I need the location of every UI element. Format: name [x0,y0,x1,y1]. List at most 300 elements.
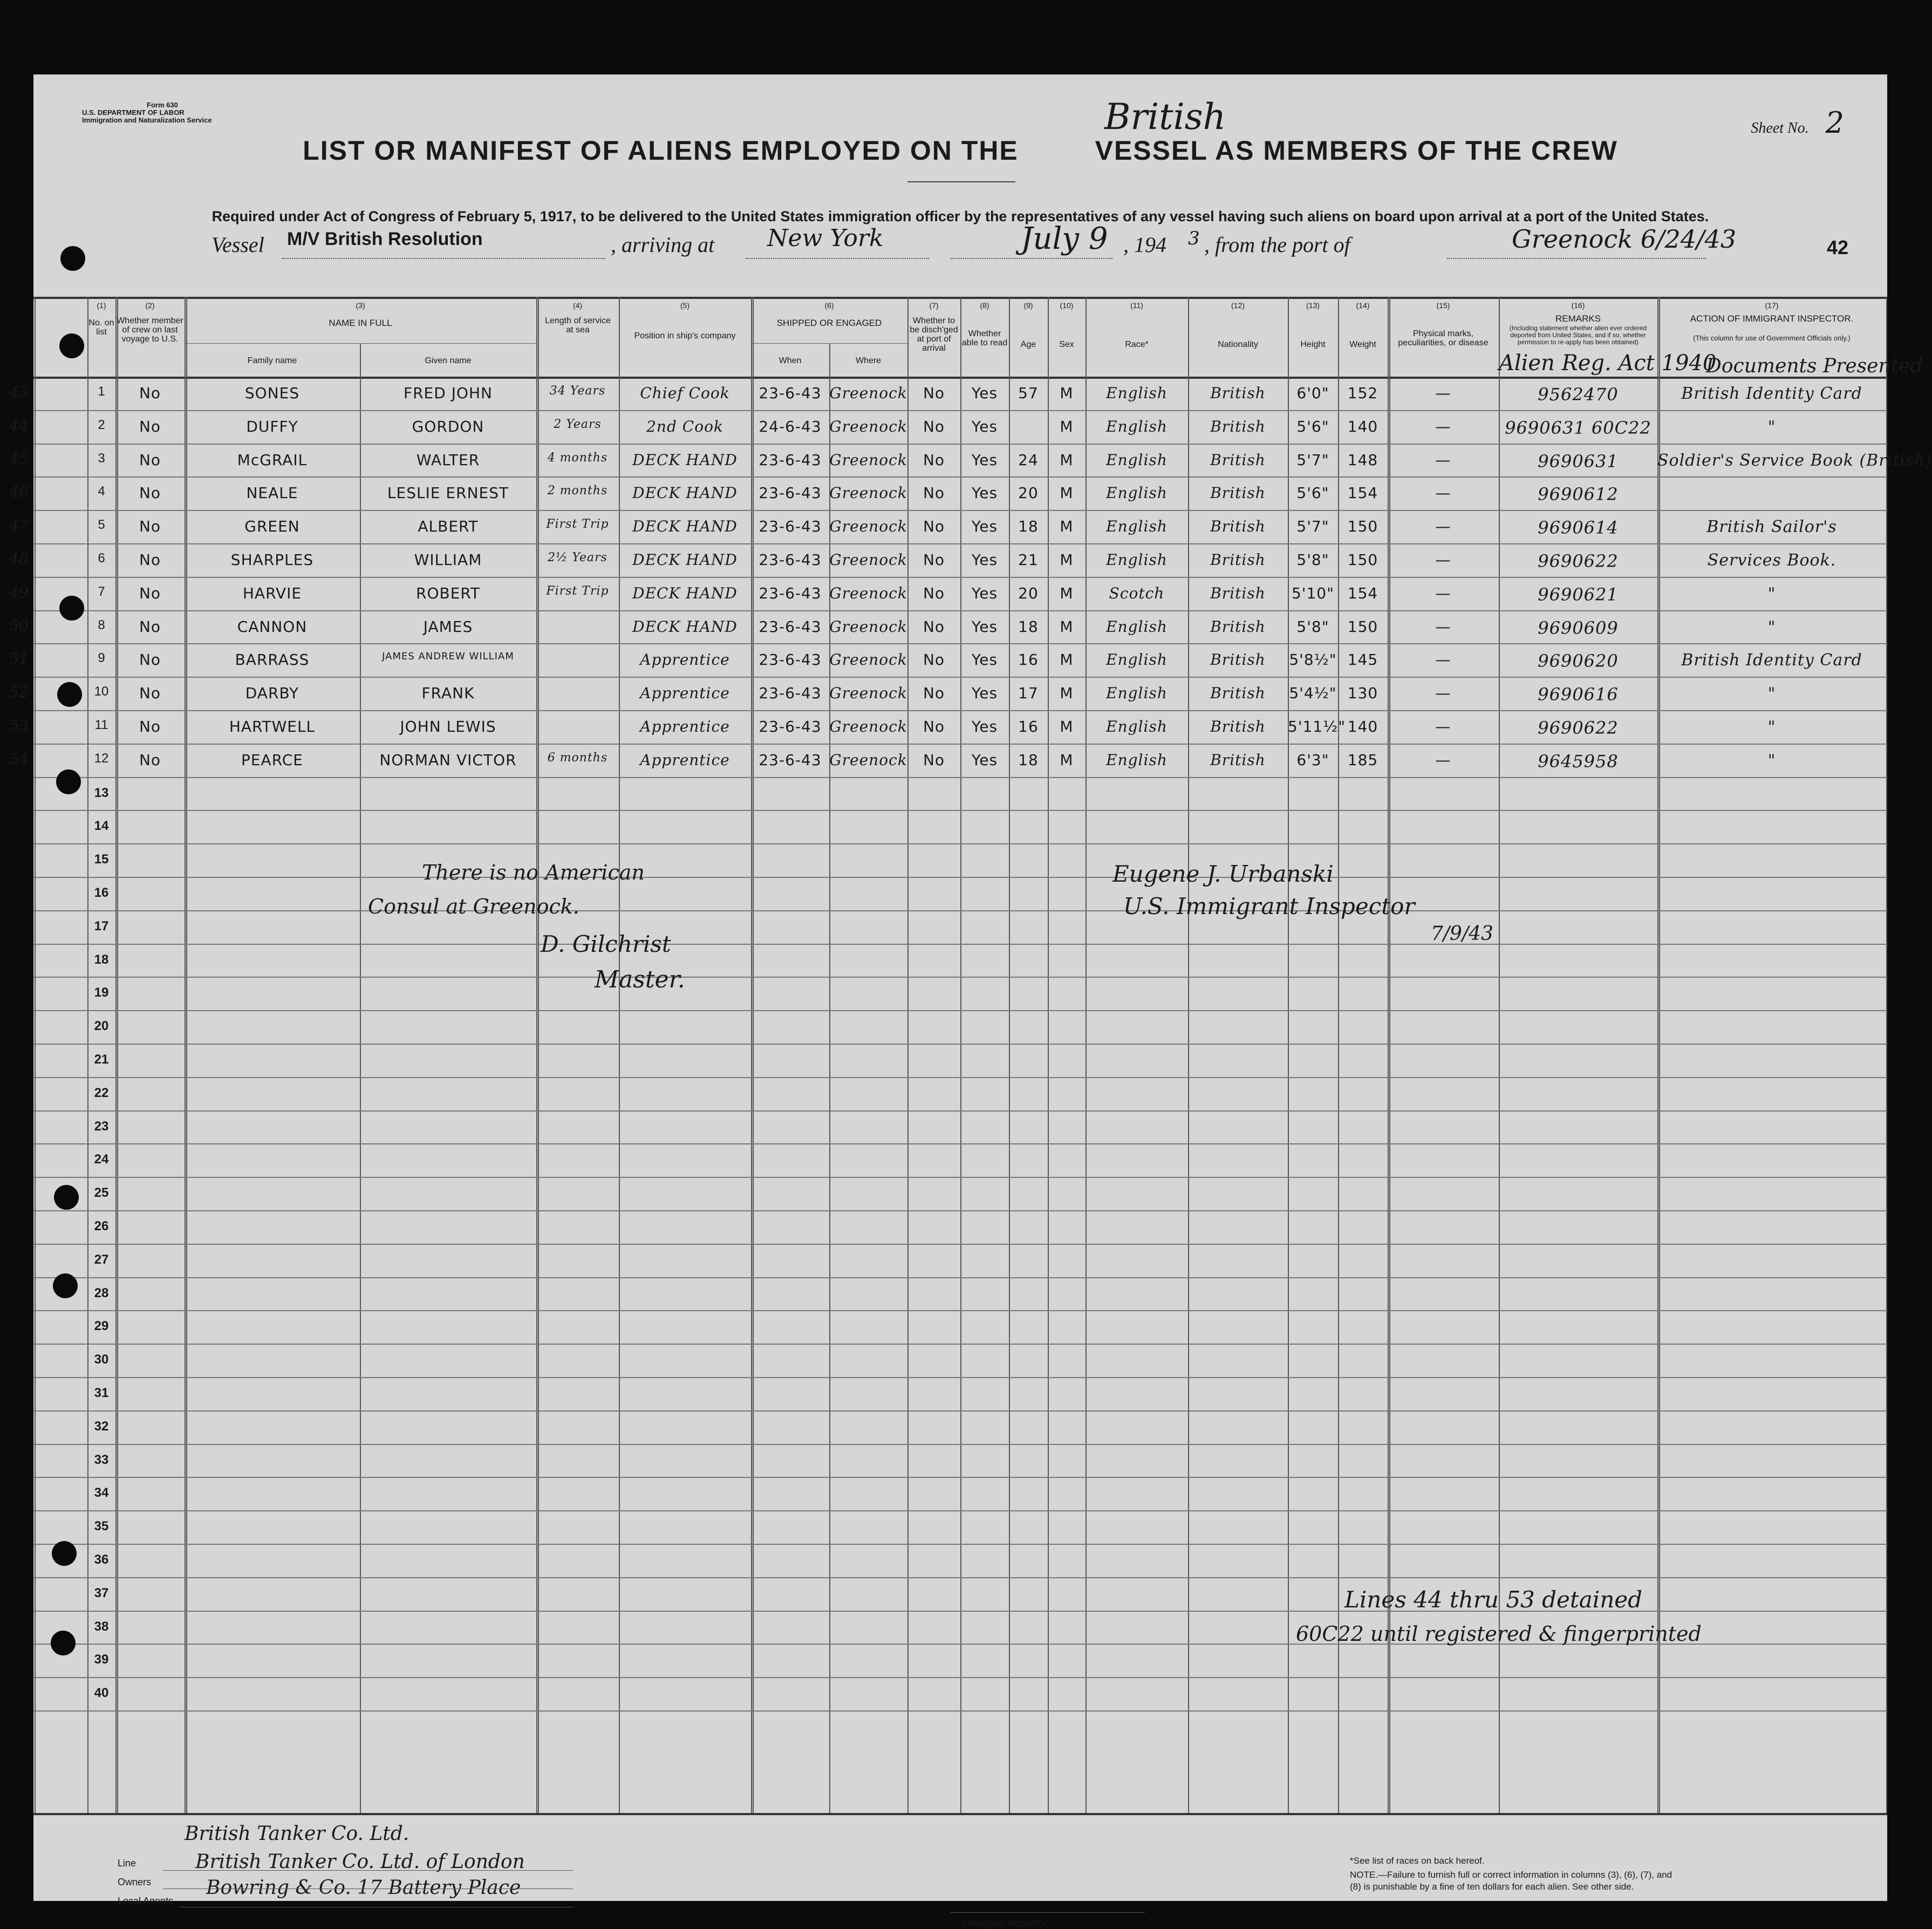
outer-line-number: 48 [9,550,29,568]
nationality-cell: British [1210,684,1266,703]
blank-line-number: 36 [94,1552,109,1567]
page-title [33,135,1887,166]
physical-marks-cell: — [1435,651,1451,669]
row-rule [33,1277,1887,1278]
nationality-cell: British [1210,384,1266,402]
age-cell: 21 [1018,551,1039,569]
row-rule [33,1010,1887,1011]
inspector-action-cell: Soldier's Service Book (British) [1657,451,1932,470]
height-cell: 5'8" [1296,617,1329,636]
blank-line-number: 33 [94,1452,109,1467]
service-length-cell: First Trip [546,584,609,598]
height-cell: 5'6" [1296,417,1329,435]
row-rule [33,977,1887,978]
weight-cell: 154 [1347,584,1378,602]
age-cell: 18 [1018,617,1039,636]
punch-hole [59,596,84,621]
weight-cell: 145 [1347,651,1378,669]
shipped-where-cell: Greenock [829,751,907,769]
remarks-cell: 9690622 [1538,551,1619,571]
inspector-action-cell: British Sailor's [1706,517,1837,537]
row-rule [33,1210,1887,1211]
owners-label: Owners [118,1877,152,1887]
given-name-cell: GORDON [412,417,484,435]
shipped-when-cell: 23-6-43 [759,551,822,569]
row-rule [33,1177,1887,1178]
position-cell: Apprentice [640,684,730,703]
inspector-action-cell: " [1767,751,1776,770]
inspector-action-cell: " [1767,417,1776,437]
remarks-cell: 9690621 [1538,584,1619,605]
owners-value: British Tanker Co. Ltd. of London [195,1851,525,1873]
outer-line-number: 52 [9,683,29,701]
blank-line-number: 29 [94,1319,109,1334]
shipped-where-cell: Greenock [829,484,907,502]
shipped-where-cell: Greenock [829,718,907,735]
shipped-where-cell: Greenock [829,384,907,402]
punch-hole [54,1185,79,1210]
blank-line-number: 35 [94,1519,109,1534]
prev-voyage-cell: No [139,517,161,536]
physical-marks-cell: — [1435,384,1451,402]
col11-number: (11) [1130,301,1143,310]
physical-marks-cell: — [1435,617,1451,636]
arriving-at-value: New York [767,224,884,252]
race-cell: English [1106,718,1168,735]
outer-line-number: 47 [9,516,29,535]
discharge-cell: No [923,517,945,536]
header-no-on-list: No. on list [88,318,114,337]
nationality-cell: British [1210,584,1266,602]
sex-cell: M [1060,617,1074,636]
row-rule [33,476,1887,478]
header-where: Where [855,356,882,365]
inspector-action-cell: Services Book. [1707,551,1837,570]
line-number: 5 [98,517,105,533]
col7-number: (7) [929,301,939,310]
outer-line-number: 51 [9,650,29,668]
alien-reg-note: Alien Reg. Act 1940 [1499,351,1717,376]
col3-number: (3) [356,301,365,310]
prev-voyage-cell: No [139,617,161,636]
height-cell: 5'10" [1291,584,1335,602]
family-name-cell: NEALE [246,484,298,502]
nationality-cell: British [1210,751,1266,769]
service-length-cell: First Trip [546,517,609,531]
form-number: Form 630 [147,101,178,109]
family-name-cell: HARVIE [242,584,302,602]
line-number: 9 [98,651,105,666]
col9-number: (9) [1023,301,1033,310]
col12-number: (12) [1231,301,1245,310]
age-cell: 16 [1018,718,1039,735]
row-rule [33,444,1887,445]
nationality-cell: British [1210,417,1266,435]
blank-line-number: 25 [94,1185,109,1201]
row-rule [33,843,1887,844]
given-name-cell: FRANK [421,684,475,703]
position-cell: DECK HAND [632,517,738,536]
line-label: Line [118,1858,136,1869]
blank-line-number: 19 [94,985,109,1000]
blank-line-number: 17 [94,918,109,933]
outer-line-number: 49 [9,583,29,601]
consul-note-line2: Consul at Greenock. [368,895,579,918]
shipped-where-cell: Greenock [829,584,907,602]
remarks-cell: 9690609 [1538,617,1619,638]
blank-line-number: 38 [94,1619,109,1634]
remarks-cell: 9690631 60C22 [1505,417,1651,438]
age-cell: 18 [1018,751,1039,769]
family-name-cell: SONES [244,384,300,402]
col2-number: (2) [145,301,155,310]
height-cell: 6'0" [1296,384,1329,402]
physical-marks-cell: — [1435,718,1451,735]
inspector-action-cell: " [1767,684,1776,704]
page-number: 42 [1826,236,1848,258]
from-label: , from the port of [1204,233,1350,257]
blank-line-number: 27 [94,1252,109,1267]
inspector-signature: Eugene J. Urbanski [1112,861,1334,887]
given-name-cell: WALTER [416,451,480,469]
height-cell: 5'11½" [1288,718,1346,735]
col15-number: (15) [1436,301,1450,310]
physical-marks-cell: — [1435,751,1451,769]
sex-cell: M [1060,651,1074,669]
sex-cell: M [1060,751,1074,769]
remarks-cell: 9690631 [1538,451,1619,472]
position-cell: DECK HAND [632,451,738,469]
header-inspector-action: ACTION OF IMMIGRANT INSPECTOR. [1690,313,1854,324]
remarks-cell: 9645958 [1538,751,1619,772]
row-rule [33,810,1887,811]
arriving-label: , arriving at [611,233,715,257]
col13-number: (13) [1306,301,1320,310]
row-rule [33,677,1887,678]
race-cell: English [1106,751,1168,769]
shipped-where-cell: Greenock [829,551,907,569]
family-name-cell: DUFFY [246,417,298,435]
weight-cell: 150 [1347,551,1378,569]
shipped-when-cell: 23-6-43 [759,517,822,536]
able-to-read-cell: Yes [971,718,998,735]
blank-line-number: 34 [94,1485,109,1501]
race-cell: English [1106,617,1168,636]
physical-marks-cell: — [1435,417,1451,435]
blank-line-number: 14 [94,819,109,834]
year-digit: 3 [1188,228,1200,249]
able-to-read-cell: Yes [971,417,998,435]
sex-cell: M [1060,417,1074,435]
given-name-cell: JAMES ANDREW WILLIAM [382,651,514,663]
race-cell: English [1106,684,1168,703]
row-rule [33,410,1887,411]
discharge-cell: No [923,617,945,636]
able-to-read-cell: Yes [971,517,998,536]
row-rule [33,543,1887,544]
header-remarks: REMARKS [1555,313,1601,324]
outer-line-number: 53 [9,717,29,734]
race-cell: English [1106,484,1168,502]
race-footnote: *See list of races on back hereof. [1350,1856,1485,1866]
given-name-cell: ALBERT [418,517,479,536]
sex-cell: M [1060,451,1074,469]
service-length-cell: 2 Years [554,417,602,431]
physical-marks-cell: — [1435,584,1451,602]
prev-voyage-cell: No [139,651,161,669]
race-cell: English [1106,384,1168,402]
row-rule [33,744,1887,745]
outer-line-number: 46 [9,483,29,501]
row-rule [33,1077,1887,1078]
age-cell: 57 [1018,384,1039,402]
nationality-cell: British [1210,617,1266,636]
discharge-cell: No [923,651,945,669]
shipped-when-cell: 23-6-43 [759,451,822,469]
header-family-name: Family name [247,356,297,365]
line-number: 2 [98,417,105,432]
header-when: When [779,356,802,365]
family-name-cell: PEARCE [241,751,304,769]
able-to-read-cell: Yes [971,384,998,402]
discharge-cell: No [923,484,945,502]
master-signature: D. Gilchrist [541,931,671,957]
col14-number: (14) [1356,301,1370,310]
inspector-action-cell: British Identity Card [1681,651,1862,670]
header-previous-voyage: Whether member of crew on last voyage to U.S. [117,316,183,344]
position-cell: DECK HAND [632,484,738,502]
prev-voyage-cell: No [139,751,161,769]
weight-cell: 154 [1347,484,1378,502]
age-cell: 18 [1018,517,1039,536]
given-name-cell: ROBERT [416,584,480,602]
remarks-cell: 9690620 [1538,651,1619,672]
title-rule [907,181,1015,182]
sheet-no-value: 2 [1825,106,1844,140]
line-number: 1 [98,384,105,399]
header-age: Age [1020,340,1036,349]
row-rule [33,577,1887,578]
service-name: Immigration and Naturalization Service [82,116,212,124]
blank-line-number: 22 [94,1085,109,1100]
prev-voyage-cell: No [139,584,161,602]
shipped-when-cell: 23-6-43 [759,684,822,703]
discharge-cell: No [923,551,945,569]
from-port-value: Greenock 6/24/43 [1512,224,1737,254]
row-rule [33,1477,1887,1478]
race-cell: English [1106,517,1168,536]
position-cell: Apprentice [640,751,730,769]
row-rule [33,1410,1887,1412]
weight-cell: 140 [1347,417,1378,435]
age-cell: 20 [1018,484,1039,502]
row-rule [33,510,1887,511]
sex-cell: M [1060,484,1074,502]
col1-number: (1) [97,301,106,310]
blank-line-number: 37 [94,1585,109,1600]
arrival-date: July 9 [1021,221,1108,256]
line-number: 4 [98,484,105,499]
title-part2: VESSEL AS MEMBERS OF THE CREW [1095,135,1618,166]
sex-cell: M [1060,718,1074,735]
blank-line-number: 30 [94,1352,109,1367]
able-to-read-cell: Yes [971,617,998,636]
discharge-cell: No [923,718,945,735]
row-rule [33,1444,1887,1445]
nationality-cell: British [1210,718,1266,735]
position-cell: DECK HAND [632,551,738,569]
punch-hole [53,1273,78,1298]
weight-cell: 150 [1347,617,1378,636]
row-rule [33,910,1887,911]
header-length-of-service: Length of service at sea [545,316,611,335]
line-number: 10 [94,684,109,699]
physical-marks-cell: — [1435,484,1451,502]
vessel-name: M/V British Resolution [287,229,483,249]
inspector-action-cell: " [1767,617,1776,637]
given-name-cell: JOHN LEWIS [400,718,496,735]
able-to-read-cell: Yes [971,751,998,769]
nationality-cell: British [1210,651,1266,669]
discharge-cell: No [923,751,945,769]
shipped-when-cell: 23-6-43 [759,584,822,602]
outer-line-number: 54 [9,749,29,768]
given-name-cell: FRED JOHN [403,384,493,402]
blank-line-number: 15 [94,852,109,867]
discharge-cell: No [923,451,945,469]
shipped-where-cell: Greenock [829,517,907,536]
sex-cell: M [1060,384,1074,402]
col4-number: (4) [572,301,583,310]
manifest-sheet [9,74,1932,1928]
remarks-cell: 9690614 [1538,517,1619,539]
consul-note-line1: There is no American [422,861,645,884]
outer-line-number: 50 [9,616,29,635]
inspector-date: 7/9/43 [1431,923,1493,945]
position-cell: DECK HAND [632,584,738,602]
able-to-read-cell: Yes [971,551,998,569]
shipped-when-cell: 23-6-43 [759,384,822,402]
family-name-cell: HARTWELL [229,718,316,735]
inspector-action-cell: " [1767,584,1776,603]
height-cell: 5'8½" [1289,651,1337,669]
prev-voyage-cell: No [139,451,161,469]
header-given-name: Given name [425,356,472,365]
row-rule [33,1510,1887,1511]
line-number: 7 [98,584,105,599]
race-cell: English [1106,417,1168,435]
inspector-action-cell: British Identity Card [1681,384,1862,403]
physical-marks-cell: — [1435,451,1451,469]
row-rule [33,1544,1887,1545]
given-name-cell: WILLIAM [414,551,482,569]
family-name-cell: SHARPLES [230,551,314,569]
shipped-where-cell: Greenock [829,651,907,669]
shipped-where-cell: Greenock [829,451,907,469]
service-length-cell: 6 months [547,751,608,765]
shipped-when-cell: 23-6-43 [759,751,822,769]
sex-cell: M [1060,517,1074,536]
inspector-action-cell: " [1767,718,1776,737]
remarks-cell: 9690612 [1538,484,1619,505]
punch-hole [60,246,85,271]
row-rule [33,877,1887,878]
discharge-cell: No [923,684,945,703]
family-name-cell: BARRASS [235,651,310,669]
position-cell: 2nd Cook [646,417,723,435]
agents-value: Bowring & Co. 17 Battery Place [206,1877,521,1899]
shipped-when-cell: 23-6-43 [759,617,822,636]
sheet-label: Sheet No. [1751,120,1809,137]
family-name-cell: GREEN [244,517,300,536]
weight-cell: 150 [1347,517,1378,536]
blank-line-number: 28 [94,1285,109,1300]
blank-line-number: 18 [94,952,109,967]
height-cell: 5'7" [1296,451,1329,469]
race-cell: English [1106,451,1168,469]
physical-marks-cell: — [1435,517,1451,536]
blank-line-number: 40 [94,1686,109,1701]
shipped-when-cell: 23-6-43 [759,718,822,735]
header-remarks-sub: (Including statement whether alien ever ordered deported from United States, and if so, whether permission to re-apply has been obtained) [1509,324,1647,346]
position-cell: Apprentice [640,651,730,669]
nationality-cell: British [1210,451,1266,469]
row-rule [33,1710,1887,1712]
age-cell: 16 [1018,651,1039,669]
row-rule [33,643,1887,644]
physical-marks-cell: — [1435,684,1451,703]
discharge-cell: No [923,417,945,435]
prev-voyage-cell: No [139,484,161,502]
outer-line-number: 43 [9,383,29,401]
col6-number: (6) [824,301,834,310]
shipped-where-cell: Greenock [829,684,907,703]
year-prefix: , 194 [1123,233,1166,257]
family-name-cell: McGRAIL [237,451,308,469]
punch-hole [56,769,81,794]
remarks-cell: 9562470 [1538,384,1619,405]
prev-voyage-cell: No [139,684,161,703]
master-title: Master. [595,966,685,993]
service-length-cell: 34 Years [549,384,606,398]
form-identifier [82,101,212,124]
header-sex: Sex [1059,340,1074,349]
discharge-cell: No [923,584,945,602]
blank-line-number: 21 [94,1052,109,1067]
punch-hole [57,682,82,707]
line-number: 12 [94,751,109,766]
col17-number: (17) [1765,301,1779,310]
header-able-to-read: Whether able to read [961,329,1008,347]
weight-cell: 185 [1347,751,1378,769]
weight-cell: 148 [1347,451,1378,469]
outer-line-number: 45 [9,449,29,468]
position-cell: Chief Cook [640,384,730,402]
blank-line-number: 13 [94,785,109,800]
race-cell: English [1106,551,1168,569]
header-position: Position in ship's company [634,331,736,340]
punch-hole [59,333,84,358]
punch-hole [52,1541,77,1566]
blank-line-number: 31 [94,1386,109,1400]
col10-number: (10) [1060,301,1074,310]
header-discharge: Whether to be disch'ged at port of arrival [910,316,958,353]
able-to-read-cell: Yes [971,484,998,502]
row-rule [33,1310,1887,1311]
shipped-when-cell: 23-6-43 [759,484,822,502]
header-weight: Weight [1349,340,1376,349]
row-rule [33,1044,1887,1045]
